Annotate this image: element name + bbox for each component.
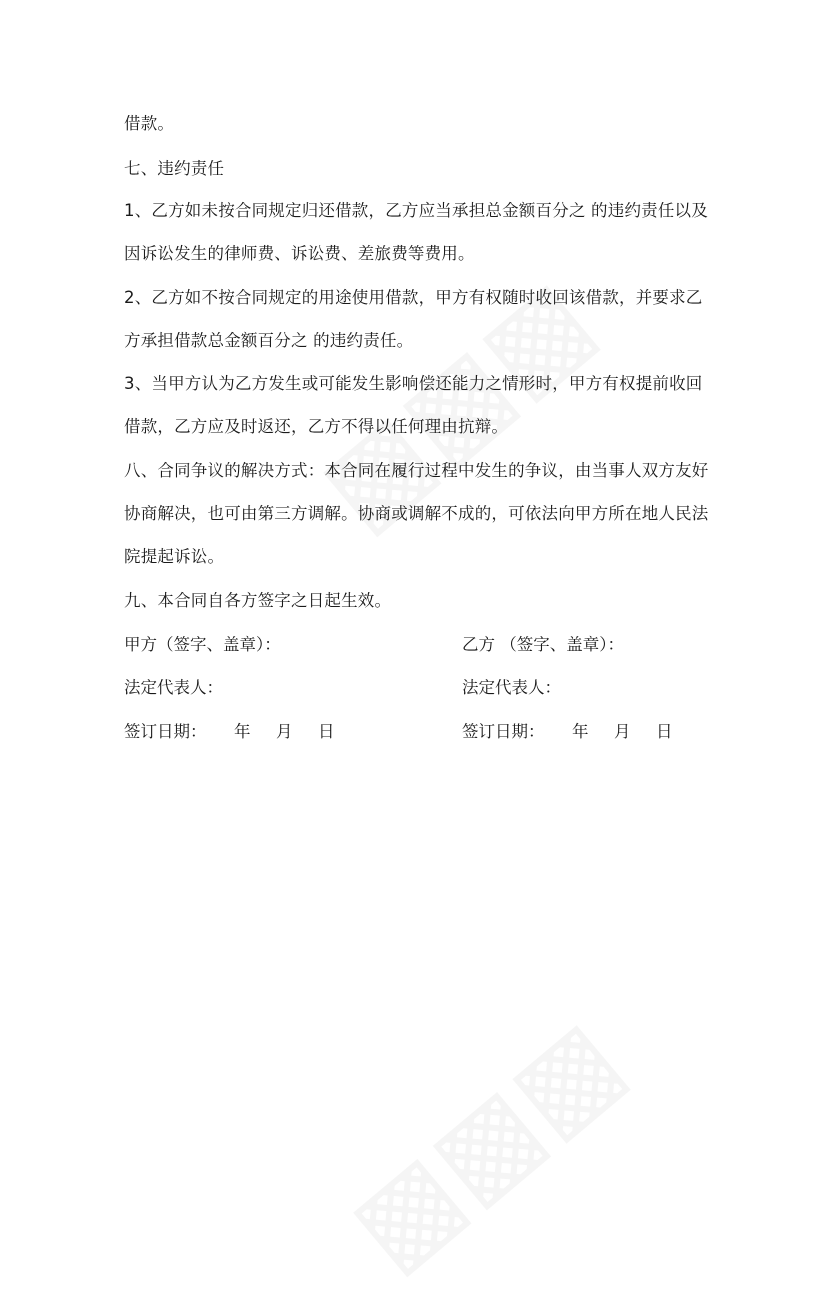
section-heading-dispute: 八、合同争议的解决方式：本合同在履行过程中发生的争议，由当事人双方友好 <box>124 461 709 480</box>
section-heading-breach: 七、违约责任 <box>124 159 225 178</box>
section-heading-effective: 九、本合同自各方签字之日起生效。 <box>124 591 392 610</box>
paragraph-line: 1、乙方如未按合同规定归还借款，乙方应当承担总金额百分之 的违约责任以及 <box>124 201 708 220</box>
paragraph-line: 方承担借款总金额百分之 的违约责任。 <box>124 331 414 350</box>
month-unit: 月 <box>614 722 631 741</box>
paragraph-line: 协商解决，也可由第三方调解。协商或调解不成的，可依法向甲方所在地人民法 <box>124 504 709 523</box>
day-unit: 日 <box>656 722 673 741</box>
day-unit: 日 <box>318 722 335 741</box>
party-b-date <box>462 721 698 743</box>
year-unit: 年 <box>572 722 589 741</box>
month-unit: 月 <box>276 722 293 741</box>
party-a-sign-label: 甲方（签字、盖章）： <box>124 635 281 654</box>
paragraph-line: 3、当甲方认为乙方发生或可能发生影响偿还能力之情形时，甲方有权提前收回 <box>124 374 703 393</box>
party-b-sign-label: 乙方 （签字、盖章）： <box>462 635 624 654</box>
date-label: 签订日期： <box>124 722 207 741</box>
party-a-rep-label: 法定代表人： <box>124 678 223 697</box>
paragraph-line: 借款，乙方应及时返还，乙方不得以任何理由抗辩。 <box>124 417 509 436</box>
party-a-date <box>124 721 360 743</box>
watermark-mark <box>325 995 646 1293</box>
year-unit: 年 <box>234 722 251 741</box>
party-b-rep-label: 法定代表人： <box>462 678 561 697</box>
paragraph-line: 因诉讼发生的律师费、诉讼费、差旅费等费用。 <box>124 244 475 263</box>
paragraph-line: 院提起诉讼。 <box>124 547 225 566</box>
paragraph-line: 借款。 <box>124 114 175 133</box>
paragraph-line: 2、乙方如不按合同规定的用途使用借款，甲方有权随时收回该借款，并要求乙 <box>124 288 703 307</box>
date-label: 签订日期： <box>462 722 545 741</box>
